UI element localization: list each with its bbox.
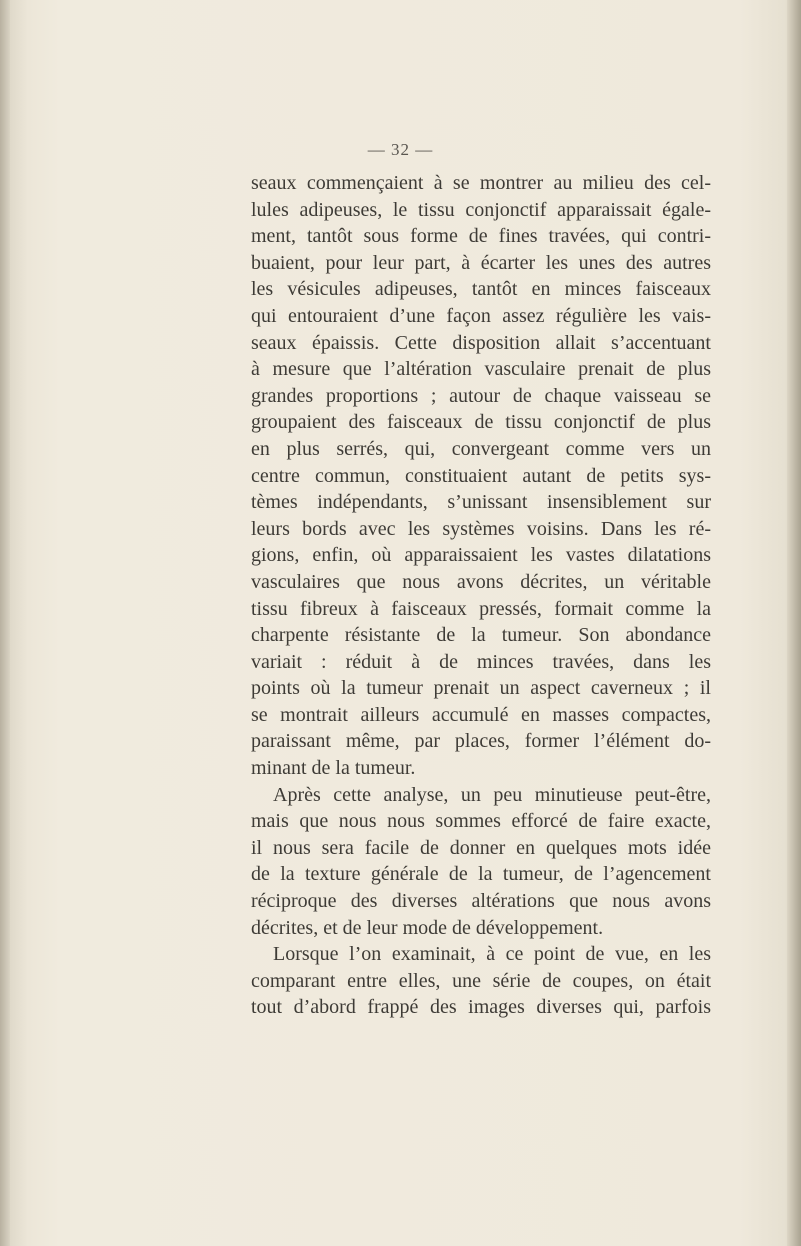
text-line: ment, tantôt sous forme de fines travées, qui contri-	[251, 225, 711, 248]
page-binding-edge	[0, 0, 10, 1246]
text-line: charpente résistante de la tumeur. Son abondance	[251, 624, 711, 647]
text-line: groupaient des faisceaux de tissu conjonctif de plus	[251, 411, 711, 434]
text-line: grandes proportions ; autour de chaque vaisseau se	[251, 384, 711, 407]
text-line: gions, enfin, où apparaissaient les vastes dilatations	[251, 544, 711, 567]
text-line: les vésicules adipeuses, tantôt en minces faisceaux	[251, 278, 711, 301]
text-line: réciproque des diverses altérations que nous avons	[251, 890, 711, 913]
page-right-edge	[787, 0, 801, 1246]
text-line: à mesure que l’altération vasculaire prenait de plus	[251, 358, 711, 381]
text-line: seaux commençaient à se montrer au milieu des cel-	[251, 172, 711, 194]
text-line: décrites, et de leur mode de développement.	[251, 916, 604, 939]
text-line: Après cette analyse, un peu minutieuse peut-être,	[273, 783, 711, 806]
text-line: variait : réduit à de minces travées, dans les	[251, 650, 711, 673]
text-line: paraissant même, par places, former l’élément do-	[251, 730, 711, 753]
text-line: points où la tumeur prenait un aspect caverneux ; il	[251, 677, 711, 700]
text-line: tout d’abord frappé des images diverses qui, parfois	[251, 996, 711, 1019]
text-line: lules adipeuses, le tissu conjonctif apparaissait égale-	[251, 198, 711, 221]
text-line: minant de la tumeur.	[251, 757, 416, 780]
text-line: centre commun, constituaient autant de petits sys-	[251, 464, 711, 487]
body-text	[251, 170, 711, 1021]
text-line: en plus serrés, qui, convergeant comme vers un	[251, 437, 711, 460]
text-line: se montrait ailleurs accumulé en masses compactes,	[251, 703, 711, 726]
page-number: — 32 —	[367, 140, 434, 159]
text-line: tissu fibreux à faisceaux pressés, formait comme la	[251, 597, 711, 620]
text-line: de la texture générale de la tumeur, de l’agencement	[251, 863, 711, 886]
text-line: Lorsque l’on examinait, à ce point de vue, en les	[273, 943, 711, 966]
text-line: comparant entre elles, une série de coupes, on était	[251, 969, 711, 992]
text-line: mais que nous nous sommes efforcé de faire exacte,	[251, 810, 711, 833]
text-line: seaux épaissis. Cette disposition allait s’accentuant	[251, 331, 711, 354]
text-line: vasculaires que nous avons décrites, un véritable	[251, 570, 711, 593]
text-line: leurs bords avec les systèmes voisins. Dans les ré-	[251, 517, 711, 540]
text-line: buaient, pour leur part, à écarter les unes des autres	[251, 251, 711, 274]
text-line: qui entouraient d’une façon assez régulière les vais-	[251, 304, 711, 327]
text-line: il nous sera facile de donner en quelques mots idée	[251, 836, 711, 859]
text-line: tèmes indépendants, s’unissant insensiblement sur	[251, 491, 711, 514]
